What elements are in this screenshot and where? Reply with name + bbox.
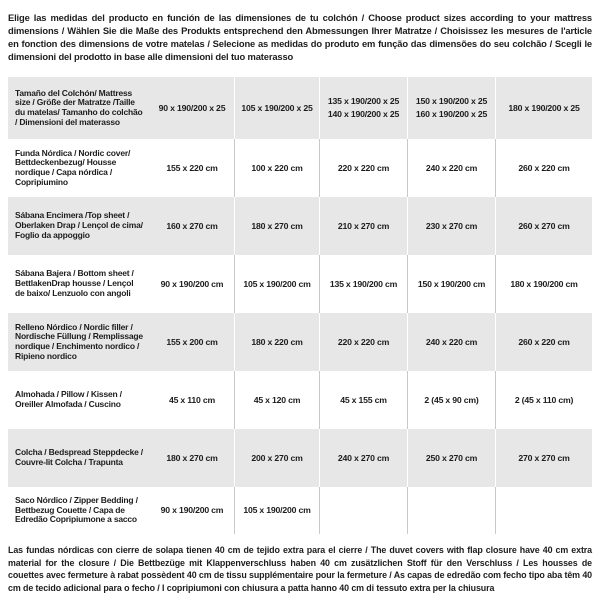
table-row-nordic-cover <box>8 139 592 197</box>
size-cell <box>407 139 495 197</box>
row-label-pillow: Almohada / Pillow / Kissen / Oreiller Almofada / Cuscino <box>15 389 122 409</box>
size-cell <box>495 313 592 371</box>
size-value: 180 x 190/200 cm <box>510 278 578 289</box>
size-cell <box>319 255 407 313</box>
size-cell <box>150 313 234 371</box>
size-cell <box>407 77 495 139</box>
size-cell <box>407 487 495 534</box>
size-value: 200 x 270 cm <box>251 452 303 463</box>
size-value: 230 x 270 cm <box>425 220 478 231</box>
size-value: 180 x 220 cm <box>251 336 303 347</box>
size-value: 45 x 120 cm <box>253 394 301 405</box>
size-cell <box>495 139 592 197</box>
size-value: 105 x 190/200 cm <box>243 505 311 515</box>
row-label-bedspread: Colcha / Bedspread Steppdecke / Couvre-lit Colcha / Trapunta <box>15 447 143 467</box>
size-cell <box>150 255 234 313</box>
size-cell <box>495 487 592 534</box>
size-value: 220 x 220 cm <box>337 162 390 173</box>
table-row-nordic-filler <box>8 313 592 371</box>
intro-text: Elige las medidas del producto en función de las dimensiones de tu colchón / Choose product sizes according to your mattress dimensions / Wählen Sie die Maße des Produkts entsprechend den Abmessungen Ihrer Matratze / Choisissez les mesures de l'article en fonction des dimensions de votre matelas / Selecione as medidas do produto em função das dimensões do seu colchão / Scegli le dimensioni del prodotto in base alle dimensioni del tuo materasso <box>8 12 592 62</box>
size-cell <box>319 77 407 139</box>
size-cell <box>150 139 234 197</box>
size-value: 260 x 220 cm <box>518 336 570 347</box>
size-value: 180 x 270 cm <box>251 220 303 231</box>
size-value: 100 x 220 cm <box>251 162 303 173</box>
size-value: 180 x 270 cm <box>166 452 218 463</box>
size-cell <box>234 77 319 139</box>
size-cell <box>319 197 407 255</box>
size-cell <box>407 313 495 371</box>
row-label-nordic-cover: Funda Nórdica / Nordic cover/ Bettdeckenbezug/ Housse nordique / Capa nórdica / Copripiumino <box>15 147 131 187</box>
product-size-sheet <box>0 11 600 600</box>
size-cell <box>319 371 407 429</box>
table-row-mattress-size <box>8 77 592 139</box>
size-value: 150 x 190/200 cm <box>417 278 486 289</box>
size-value: 260 x 270 cm <box>518 220 570 231</box>
row-label-zipper-bedding: Saco Nórdico / Zipper Bedding / Bettbezug Couette / Capa de Edredão Copripiumone a sacco <box>15 494 138 525</box>
table-row-top-sheet <box>8 197 592 255</box>
size-value: 45 x 110 cm <box>168 394 216 405</box>
size-value: 240 x 220 cm <box>425 162 478 173</box>
size-value: 140 x 190/200 x 25 <box>327 109 400 119</box>
table-row-bedspread <box>8 429 592 487</box>
size-cell <box>150 197 234 255</box>
table-row-zipper-bedding <box>8 487 592 534</box>
row-label-top-sheet: Sábana Encimera /Top sheet / Oberlaken Drap / Lençol de cima/ Foglio da appoggio <box>15 210 143 240</box>
size-cell <box>319 429 407 487</box>
size-value: 160 x 190/200 x 25 <box>415 109 488 119</box>
size-cell <box>234 371 319 429</box>
table-row-pillow <box>8 371 592 429</box>
size-cell <box>319 487 407 534</box>
size-value: 260 x 220 cm <box>518 162 570 173</box>
size-cell <box>319 313 407 371</box>
size-value: 180 x 190/200 x 25 <box>508 102 580 113</box>
size-cell <box>495 371 592 429</box>
size-cell <box>150 429 234 487</box>
size-value: 2 (45 x 90 cm) <box>424 394 479 405</box>
row-label-bottom-sheet: Sábana Bajera / Bottom sheet / BettlakenDrap housse / Lençol de baixo/ Lenzuolo con angoli <box>15 268 134 298</box>
size-cell <box>234 139 319 197</box>
size-value: 155 x 200 cm <box>166 336 218 347</box>
size-cell <box>407 197 495 255</box>
size-value: 240 x 220 cm <box>425 336 478 347</box>
size-value: 210 x 270 cm <box>337 220 390 231</box>
size-value: 220 x 220 cm <box>337 336 390 347</box>
size-cell <box>150 77 234 139</box>
size-value: 250 x 270 cm <box>425 452 478 463</box>
size-value: 135 x 190/200 x 25 <box>327 96 400 106</box>
size-value: 240 x 270 cm <box>337 452 390 463</box>
size-cell <box>319 139 407 197</box>
size-cell <box>495 197 592 255</box>
size-value: 160 x 270 cm <box>166 220 218 231</box>
size-cell <box>407 371 495 429</box>
size-cell <box>234 429 319 487</box>
size-value: 90 x 190/200 cm <box>160 278 224 289</box>
size-value: 90 x 190/200 cm <box>160 505 224 515</box>
size-cell <box>234 255 319 313</box>
size-value: 105 x 190/200 x 25 <box>241 102 313 113</box>
size-value: 105 x 190/200 cm <box>243 278 311 289</box>
row-label-mattress-size: Tamaño del Colchón/ Mattress size / Größe der Matratze /Taille du matelas/ Tamanho do colchão / Dimensioni del materasso <box>15 87 143 127</box>
table-row-bottom-sheet <box>8 255 592 313</box>
size-value: 270 x 270 cm <box>518 452 570 463</box>
size-cell <box>234 313 319 371</box>
size-cell <box>495 77 592 139</box>
size-cell <box>495 255 592 313</box>
size-value: 150 x 190/200 x 25 <box>415 96 488 106</box>
size-value: 2 (45 x 110 cm) <box>514 394 574 405</box>
size-value: 90 x 190/200 x 25 <box>158 102 226 113</box>
size-cell <box>495 429 592 487</box>
size-table <box>8 77 592 534</box>
row-label-nordic-filler: Relleno Nórdico / Nordic filler / Nordische Füllung / Remplissage nordique / Enchimento nordico / Ripieno nordico <box>15 321 143 361</box>
size-cell <box>234 487 319 534</box>
size-value: 135 x 190/200 cm <box>329 278 398 289</box>
size-cell <box>150 487 234 534</box>
size-cell <box>150 371 234 429</box>
size-cell <box>407 255 495 313</box>
size-cell <box>234 197 319 255</box>
footnote-text: Las fundas nórdicas con cierre de solapa tienen 40 cm de tejido extra para el cierre / The duvet covers with flap closure have 40 cm extra material for the closure / Die Bettbezüge mit Klappenverschluss haben 40 cm zusätzlichen Stoff für den Verschluss / Les housses de couettes avec fermeture à rabat possèdent 40 cm de tissu supplémentaire pour la fermeture / As capas de edredão com fecho tipo aba têm 40 cm de tecido adicional para o fecho / I copripiumoni con chiusura a patta hanno 40 cm di tessuto extra per la chiusura <box>8 545 592 593</box>
size-value: 45 x 155 cm <box>340 394 387 405</box>
size-cell <box>407 429 495 487</box>
size-value: 155 x 220 cm <box>166 162 218 173</box>
